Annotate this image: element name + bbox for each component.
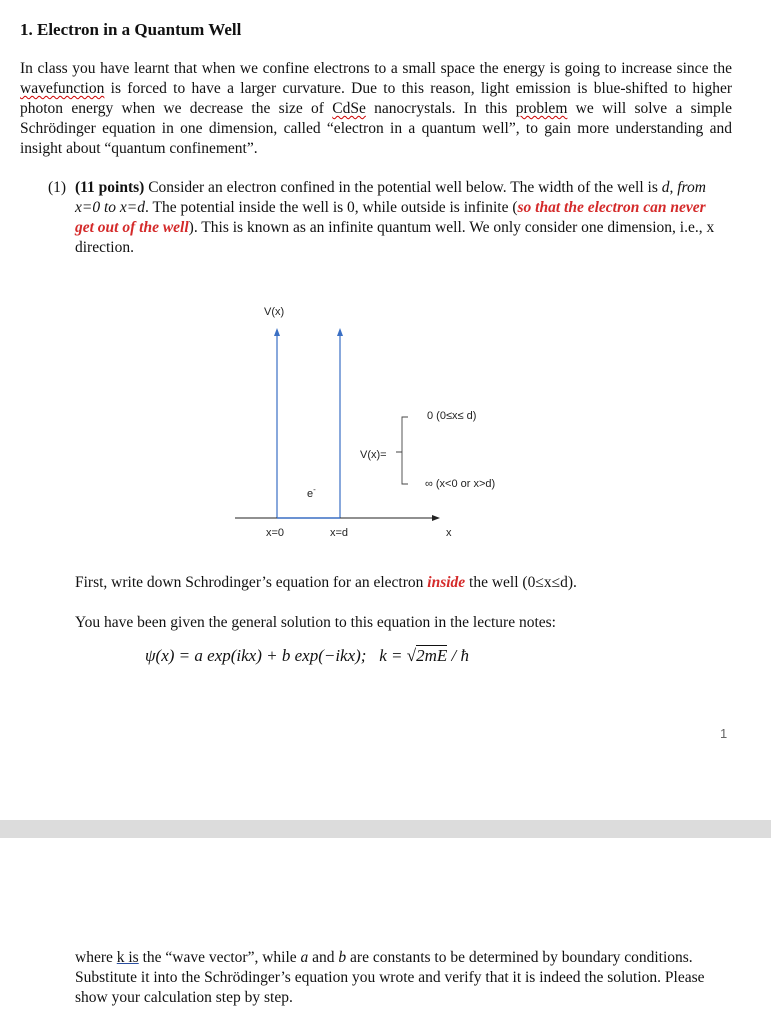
left-wall-arrow [274,328,280,336]
piecewise-brace [396,417,408,484]
equation-tail: / ħ [447,646,469,665]
p2-text-1: where [75,949,117,966]
piecewise-left-label: V(x)= [360,449,387,461]
p2-constant-a: a [300,949,309,966]
given-solution-text: You have been given the general solution to this equation in the lecture notes: [75,614,556,631]
p2-text-2: the “wave vector”, while [138,949,301,966]
q1-text-1: Consider an electron confined in the potential well below. The width of the well is [144,179,662,196]
equation-sqrt-content: 2mE [416,646,448,665]
intro-text-2: is forced to have a larger curvature. Due to this reason, light emission is blue-shifted to higher photon energy when we decrease the size of [20,80,732,117]
question-1 [48,178,720,258]
xd-label: x=d [330,527,349,539]
first-instruction [75,573,735,593]
equation-psi: ψ(x) = a exp(ikx) + b exp(−ikx); [145,646,367,665]
q1-well-width: d, from x=0 to x=d [75,179,706,216]
q1-red-emphasis: so that the electron can never get out of the well [75,199,706,236]
spellcheck-word-cdse: CdSe [332,100,366,117]
sqrt-symbol: √ [406,646,417,665]
electron-charge: - [313,485,316,494]
first-text-1: First, write down Schrodinger’s equation for an electron [75,574,428,591]
intro-text-3: nanocrystals. In this [365,100,516,117]
first-text-2: the well (0≤x≤d). [465,574,577,591]
spellcheck-word-problem: problem [515,100,568,117]
potential-well-diagram [220,300,520,550]
intro-text-1: In class you have learnt that when we confine electrons to a small space the energy is going to increase since the [20,60,732,77]
case-outside-label: ∞ (x<0 or x>d) [425,478,496,490]
first-inside-emphasis: inside [427,574,466,591]
p2-text-3: and [308,949,339,966]
x-axis-label: x [446,527,452,539]
case-inside-label: 0 (0≤x≤ d) [427,410,477,422]
general-solution-equation [145,646,469,666]
p2-text-4: are constants to be determined by boundary conditions. Substitute it into the Schrödinger’s equation you wrote and verify that it is indeed the solution. Please show your calculation step by step. [75,949,705,1006]
p2-constant-b: b [338,949,347,966]
q1-text-2: . The potential inside the well is 0, while outside is infinite ( [145,199,518,216]
document-page-2-text [75,948,731,1008]
x0-label: x=0 [266,527,285,539]
electron-label [307,485,316,500]
question-points: (11 points) [75,179,145,196]
question-number: (1) [48,179,67,196]
question-1-text [75,178,720,258]
v-axis-label: V(x) [264,306,285,318]
electron-symbol: e [307,488,314,500]
q1-text-3: ). This is known as an infinite quantum well. We only consider one dimension, i.e., x direction. [75,219,715,256]
page-separator [0,820,771,838]
equation-k: k = [379,646,407,665]
right-wall-arrow [337,328,343,336]
intro-paragraph [20,59,732,159]
section-title: 1. Electron in a Quantum Well [20,20,242,39]
p2-k-is: k is [116,949,139,966]
x-axis-arrow [432,515,440,521]
spellcheck-word-wavefunction: wavefunction [20,80,105,97]
page-number: 1 [720,726,728,741]
intro-text-4: we will solve a simple Schrödinger equation in one dimension, called “electron in a quantum well”, to gain more understanding and insight about “quantum confinement”. [20,100,732,157]
